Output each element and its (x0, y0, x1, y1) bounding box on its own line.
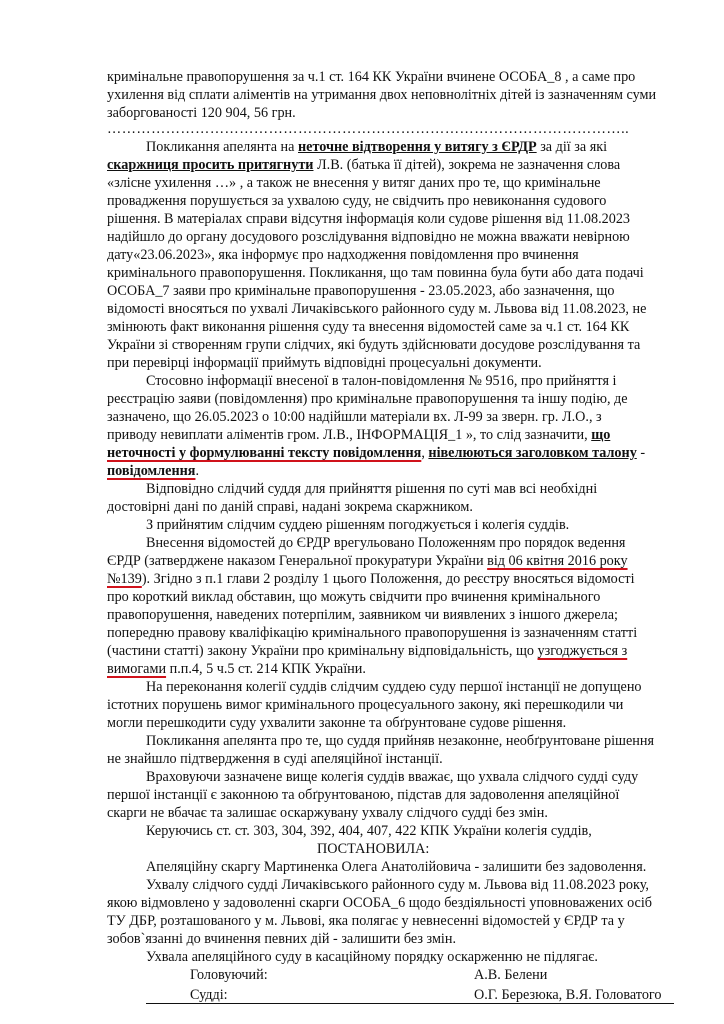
highlighted-text: вимогами (107, 661, 167, 677)
paragraph-line: провадження порушується за ухвалою суду, не свідчить про невиконання судового (107, 193, 607, 209)
emphasis-text: що (591, 427, 611, 443)
paragraph-line: приводу невиплати аліментів гром. Л.В., ІНФОРМАЦІЯ_1 », то слід зазначити, що (107, 427, 611, 443)
paragraph-line: «злісне ухилення …» , а також не внесення у витяг даних про те, що кримінальне (107, 175, 601, 191)
paragraph-line: відомості вносяться по ухвалі Личаківського районного суду м. Львова від 11.08.2023, не (107, 301, 647, 317)
paragraph-line: про короткий виклад обставин, що можуть свідчити про вчинення кримінального (107, 589, 601, 605)
paragraph-line: зобов`язанні до вчинення певних дій - залишити без змін. (107, 931, 456, 947)
paragraph-line: Покликання апелянта на неточне відтворення у витягу з ЄРДР за дії за які (146, 139, 608, 155)
paragraph-line: Стосовно інформації внесеної в талон-повідомлення № 9516, про прийняття і (146, 373, 617, 389)
signature-divider (146, 1003, 674, 1004)
paragraph-line: зазначено, що 26.05.2023 о 10:00 надійшли матеріали вх. Л-99 за зверн. гр. Л.О., з (107, 409, 602, 425)
paragraph-line: Ухвалу слідчого судді Личаківського районного суду м. Львова від 11.08.2023 року, (146, 877, 649, 893)
highlighted-text: повідомлення (107, 463, 196, 479)
resolution-heading: ПОСТАНОВИЛА: (317, 841, 430, 857)
highlighted-text: від 06 квітня 2016 року (487, 553, 628, 569)
paragraph-line: надійшло до органу досудового розслідування відповідно не можна вважати невірною (107, 229, 630, 245)
paragraph-line: першої інстанції є законною та обґрунтованою, підстав для задоволення апеляційної (107, 787, 620, 803)
paragraph-line: Відповідно слідчий суддя для прийняття рішення по суті мав всі необхідні (146, 481, 598, 497)
paragraph-line: при перевірці інформації приймуть відповідні процесуальні документи. (107, 355, 542, 371)
emphasis-text: скаржниця просить притягнути (107, 157, 314, 173)
paragraph-line: Внесення відомостей до ЄРДР врегульовано Положенням про порядок ведення (146, 535, 626, 551)
text-line: кримінальне правопорушення за ч.1 ст. 164 КК України вчинене ОСОБА_8 , а саме про (107, 69, 636, 85)
paragraph-line: достовірні дані по даній справі, надані зокрема скаржником. (107, 499, 473, 515)
paragraph-line: ОСОБА_7 заяви про кримінальне правопорушення - 23.05.2023, або зазначення, що (107, 283, 615, 299)
emphasis-text: неточне відтворення у витягу з ЄРДР (298, 139, 537, 155)
paragraph-line: Ухвала апеляційного суду в касаційному порядку оскарженню не підлягає. (146, 949, 598, 965)
paragraph-line: (частини статті) закону України про кримінальну відповідальність, що узгоджується з (107, 643, 628, 659)
paragraph-line: України зі створенням групи слідчих, які будуть здійснювати досудове розслідування та (107, 337, 641, 353)
paragraph-line: скаржниця просить притягнути Л.В. (батька її дітей), зокрема не зазначення слова (107, 157, 621, 173)
text-line: заборгованості 120 904, 56 грн. (107, 105, 296, 121)
paragraph-line: Апеляційну скаргу Мартиненка Олега Анатолійовича - залишити без задоволення. (146, 859, 647, 875)
highlighted-text: узгоджується з (537, 643, 628, 659)
paragraph-line: дату«23.06.2023», яка інформує про надходження повідомлення про вчинення (107, 247, 579, 263)
highlighted-text: неточності у формулюванні тексту повідомлення (107, 445, 422, 461)
paragraph-line: Враховуючи зазначене вище колегія суддів вважає, що ухвала слідчого судді суду (146, 769, 639, 785)
judges-label: Судді: (190, 987, 228, 1003)
paragraph-line: На переконання колегії суддів слідчим суддею суду першої інстанції не допущено (146, 679, 642, 695)
paragraph-line: Керуючись ст. ст. 303, 304, 392, 404, 407, 422 КПК України колегія суддів, (146, 823, 592, 839)
paragraph-line: ТУ ДБР, розташованого у м. Львові, яка полягає у невнесенні відомостей у ЄРДР та у (107, 913, 625, 929)
paragraph-line: попередню правову кваліфікацію кримінального правопорушення із зазначенням статті (107, 625, 638, 641)
paragraph-line: істотних порушень вимог кримінального процесуального закону, які перешкодили чи (107, 697, 624, 713)
paragraph-line: ЄРДР (затверджене наказом Генеральної прокуратури України від 06 квітня 2016 року (107, 553, 628, 569)
paragraph-line: №139). Згідно з п.1 глави 2 розділу 1 цього Положення, до реєстру вносяться відомості (107, 571, 635, 587)
emphasis-text: нівелюються заголовком талону (428, 445, 637, 461)
presiding-judge-name: А.В. Белени (474, 967, 548, 983)
paragraph-line: повідомлення. (107, 463, 200, 479)
paragraph-line: змінюють факт виконання рішення суду та внесення відомостей саме за ч.1 ст. 164 КК (107, 319, 630, 335)
highlighted-text: №139 (107, 571, 142, 587)
judges-names: О.Г. Березюка, В.Я. Головатого (474, 987, 662, 1003)
paragraph-line: могли перешкодити суду ухвалити законне та обґрунтоване судове рішення. (107, 715, 567, 731)
paragraph-line: скарги не вбачає та залишає оскаржувану ухвалу слідчого судді без змін. (107, 805, 548, 821)
paragraph-line: вимогами п.п.4, 5 ч.5 ст. 214 КПК України. (107, 661, 366, 677)
paragraph-line: реєстрацію заяви (повідомлення) про кримінальне правопорушення та іншу подію, де (107, 391, 628, 407)
separator-dots: …………………………………………………………………………………………….. (107, 121, 630, 137)
paragraph-line: З прийнятим слідчим суддею рішенням погоджується і колегія суддів. (146, 517, 570, 533)
paragraph-line: не знайшло підтвердження в суді апеляційної інстанції. (107, 751, 443, 767)
presiding-judge-label: Головуючий: (190, 967, 268, 983)
paragraph-line: правопорушення, наведених потерпілим, заявником чи виявлених з іншого джерела; (107, 607, 619, 623)
paragraph-line: кримінального правопорушення. Покликання, що там повинна була бути або дата подачі (107, 265, 644, 281)
text-line: ухилення від сплати аліментів на утримання двох неповнолітніх дітей із зазначенням суми (107, 87, 657, 103)
paragraph-line: неточності у формулюванні тексту повідомлення, нівелюються заголовком талону - (107, 445, 646, 461)
paragraph-line: Покликання апелянта про те, що суддя прийняв незаконне, необґрунтоване рішення (146, 733, 654, 749)
paragraph-line: якою відмовлено у задоволенні скарги ОСОБА_6 щодо бездіяльності уповноважених осіб (107, 895, 652, 911)
paragraph-line: рішення. В матеріалах справи відсутня інформація коли судове рішення від 11.08.2023 (107, 211, 631, 227)
